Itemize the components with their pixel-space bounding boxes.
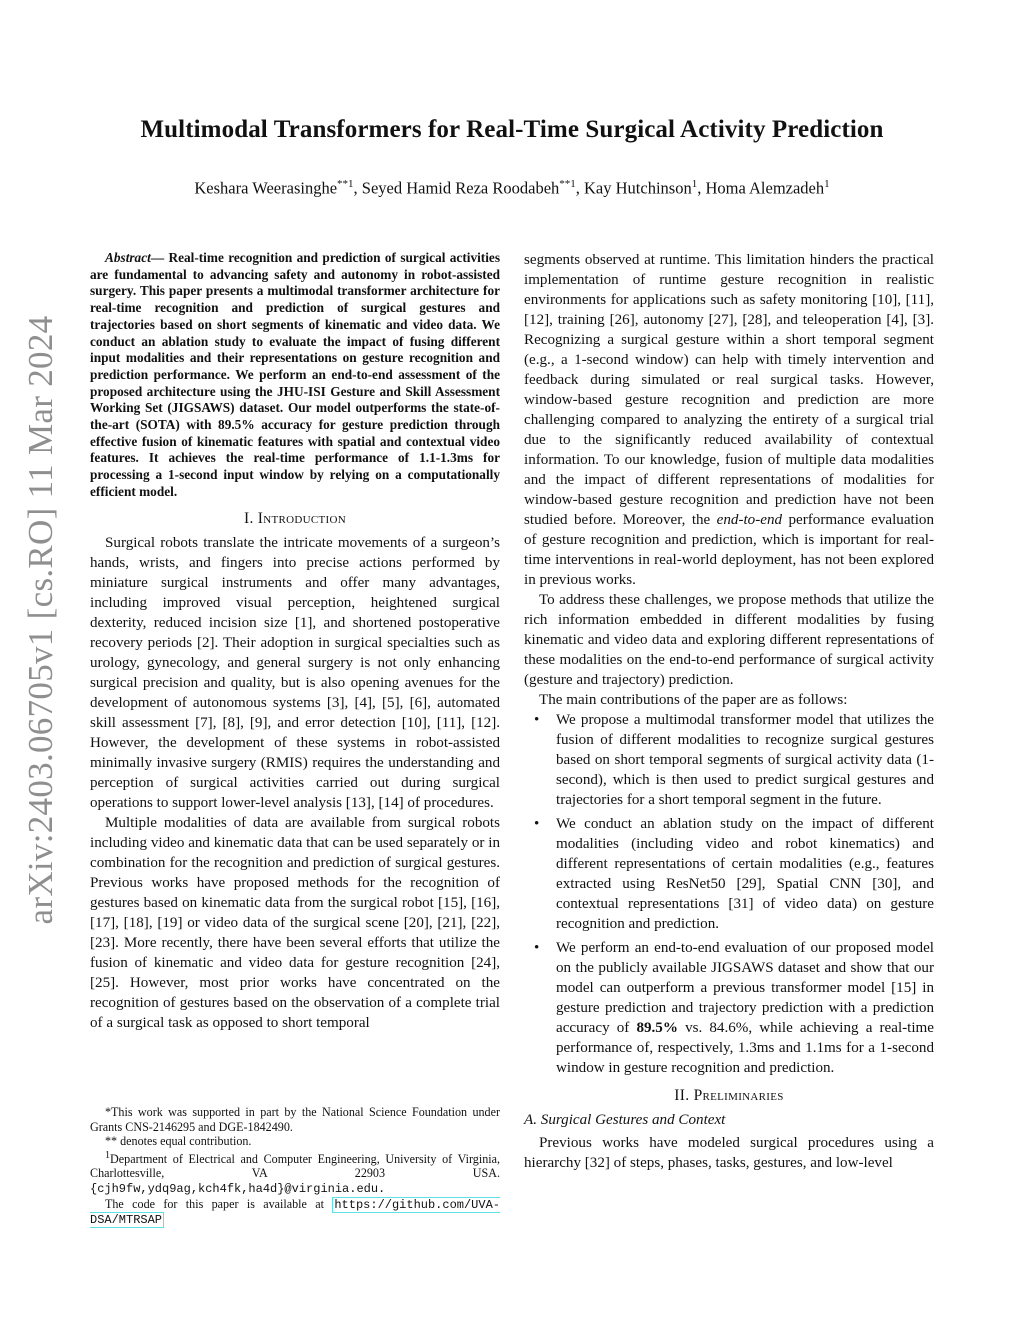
author-mark: **1 (337, 178, 354, 190)
author-name: Homa Alemzadeh (705, 178, 825, 198)
list-item: • We propose a multimodal transformer model that utilizes the fusion of different modalities to recognize surgical gestures based on short temporal segments of surgical activity data (1-second), which is then used to predict surgical gestures and trajectories for a short temporal segment in the future. (556, 710, 934, 810)
footnote-equal-contribution: ** denotes equal contribution. (105, 1134, 252, 1149)
paragraph: To address these challenges, we propose methods that utilize the rich information embedded in different modalities by fusing kinematic and video data and exploring different representations of these modalities on the end-to-end performance of surgical activity (gesture and trajectory) prediction. (524, 592, 934, 688)
author-mark: 1 (691, 178, 698, 190)
left-column (90, 250, 500, 1033)
section-heading-introduction: I. Introduction (243, 509, 346, 527)
footnote-code: The code for this paper is available at https://github.com/UVA-DSA/MTRSAP (90, 1196, 500, 1228)
author-list: Keshara Weerasinghe$^{**1}$, Seyed Hamid Reza Roodabeh$^{**1}$, Kay Hutchinson$^1$, Homa Alemzadeh$^1$ (194, 178, 830, 198)
abstract-label: Abstract (105, 250, 151, 265)
footnotes (90, 1105, 500, 1228)
paper-title: Multimodal Transformers for Real-Time Surgical Activity Prediction (140, 116, 884, 143)
author-name: Kay Hutchinson (584, 178, 692, 198)
right-column (524, 250, 934, 1173)
paragraph: segments observed at runtime. This limitation hinders the practical implementation of runtime gesture recognition in realistic environments for applications such as safety monitoring [10], [11], [12], training [26], autonomy [27], [28], and teleoperation [4], [3]. Recognizing a surgical gesture within a short temporal segment (e.g., a 1-second window) can help with timely intervention and feedback during simulated or real surgical tasks. However, window-based gesture recognition and prediction are more challenging compared to analyzing the entirety of a surgical trial due to the significantly reduced availability of contextual information. To our knowledge, fusion of multiple data modalities and the impact of different representations of modalities for window-based gesture recognition and prediction have not been studied before. Moreover, the end-to-end performance evaluation of gesture recognition and prediction, which is important for real-time interventions in real-world deployment, has not been explored in previous works. (524, 252, 934, 588)
code-repo-link[interactable]: https://github.com/UVA-DSA/MTRSAP (90, 1197, 500, 1228)
author-emails: {cjh9fw,ydq9ag,kch4fk,ha4d}@virginia.edu. (90, 1182, 386, 1196)
list-item: • We perform an end-to-end evaluation of our proposed model on the publicly available JIGSAWS dataset and show that our model can outperform a previous transformer model [15] in gesture prediction and trajectory prediction with a prediction accuracy of 89.5% vs. 84.6%, while achieving a real-time performance of, respectively, 1.3ms and 1.1ms for a 1-second window in gesture recognition and prediction. (556, 938, 934, 1078)
arxiv-id: arXiv:2403.06705v1 [cs.RO] 11 Mar 2024 (21, 315, 60, 925)
abstract-text: Real-time recognition and prediction of surgical activities are fundamental to advancing safety and autonomy in robot-assisted surgery. This paper presents a multimodal transformer architecture for real-time recognition and prediction of surgical gestures and trajectories based on short segments of kinematic and video data. We conduct an ablation study to evaluate the impact of fusing different input modalities and their representations on gesture recognition and prediction performance. We perform an end-to-end assessment of the proposed architecture using the JHU-ISI Gesture and Skill Assessment Working Set (JIGSAWS) dataset. Our model outperforms the state-of-the-art (SOTA) with 89.5% accuracy for gesture prediction through effective fusion of kinematic features with spatial and contextual video features. It achieves the real-time performance of 1.1-1.3ms for processing a 1-second input window by relying on a computationally efficient model. (90, 250, 500, 499)
author-mark: 1 (824, 178, 830, 190)
author-name: Seyed Hamid Reza Roodabeh (361, 178, 560, 198)
paragraph: Surgical robots translate the intricate movements of a surgeon’s hands, wrists, and fingers into precise actions performed by miniature surgical instruments and offer many advantages, including improved visual perception, heightened surgical dexterity, reduced incision size [1], and shortened postoperative recovery periods [2]. Their adoption in surgical specialties such as urology, gynecology, and general surgery is not only enhancing surgical precision and quality, but is also opening avenues for the development of autonomous systems [3], [4], [5], [6], automated skill assessment [7], [8], [9], and error detection [10], [11], [12]. However, the development of these systems in robot-assisted minimally invasive surgery (RMIS) requires the understanding and perception of surgical activities carried out during surgical operations to support lower-level analysis [13], [14] of procedures. (90, 534, 500, 811)
subsection-heading: A. Surgical Gestures and Context (524, 1112, 726, 1128)
paragraph: Multiple modalities of data are available from surgical robots including video and kinematic data that can be used separately or in combination for the recognition and prediction of surgical gestures. Previous works have proposed methods for the recognition of gestures based on kinematic data from the surgical robot [15], [16], [17], [18], [19] or video data of the surgical scene [20], [21], [22], [23]. More recently, there have been several efforts that utilize the fusion of kinematic and video data for gesture recognition [24], [25]. However, most prior works have concentrated on the recognition of gestures based on the observation of a complete trial of a surgical task as opposed to short temporal (90, 814, 500, 1031)
contribution-list (524, 710, 934, 1078)
arxiv-sidebar-stamp (12, 270, 70, 970)
author-mark: **1 (559, 178, 576, 190)
footnote-affiliation: $^1$Department of Electrical and Computer Engineering, University of Virginia, Charlottesville, VA 22903 USA. {cjh9fw,ydq9ag,kch4fk,ha4d}@virginia.edu. (90, 1149, 500, 1196)
author-name: Keshara Weerasinghe (194, 178, 338, 198)
section-heading-preliminaries: II. Preliminaries (674, 1087, 784, 1104)
footnote-funding: *This work was supported in part by the National Science Foundation under Grants CNS-2146295 and DGE-1842490. (90, 1105, 500, 1134)
list-item: • We conduct an ablation study on the impact of different modalities (including video and robot kinematics) and different representations of certain modalities (e.g., features extracted using ResNet50 [29], Spatial CNN [30], and contextual representations [31] of video data) on gesture recognition and prediction. (556, 814, 934, 934)
paragraph: Previous works have modeled surgical procedures using a hierarchy [32] of steps, phases, tasks, gestures, and low-level (524, 1135, 934, 1171)
paragraph: The main contributions of the paper are as follows: (539, 692, 848, 708)
abstract: Abstract— Real-time recognition and prediction of surgical activities are fundamental to advancing safety and autonomy in robot-assisted surgery. This paper presents a multimodal transformer architecture for real-time recognition and prediction of surgical gestures and trajectories based on short segments of kinematic and video data. We conduct an ablation study to evaluate the impact of fusing different input modalities and their representations on gesture recognition and prediction performance. We perform an end-to-end assessment of the proposed architecture using the JHU-ISI Gesture and Skill Assessment Working Set (JIGSAWS) dataset. Our model outperforms the state-of-the-art (SOTA) with 89.5% accuracy for gesture prediction through effective fusion of kinematic features with spatial and contextual video features. It achieves the real-time performance of 1.1-1.3ms for processing a 1-second input window by relying on a computationally efficient model. (90, 250, 500, 499)
